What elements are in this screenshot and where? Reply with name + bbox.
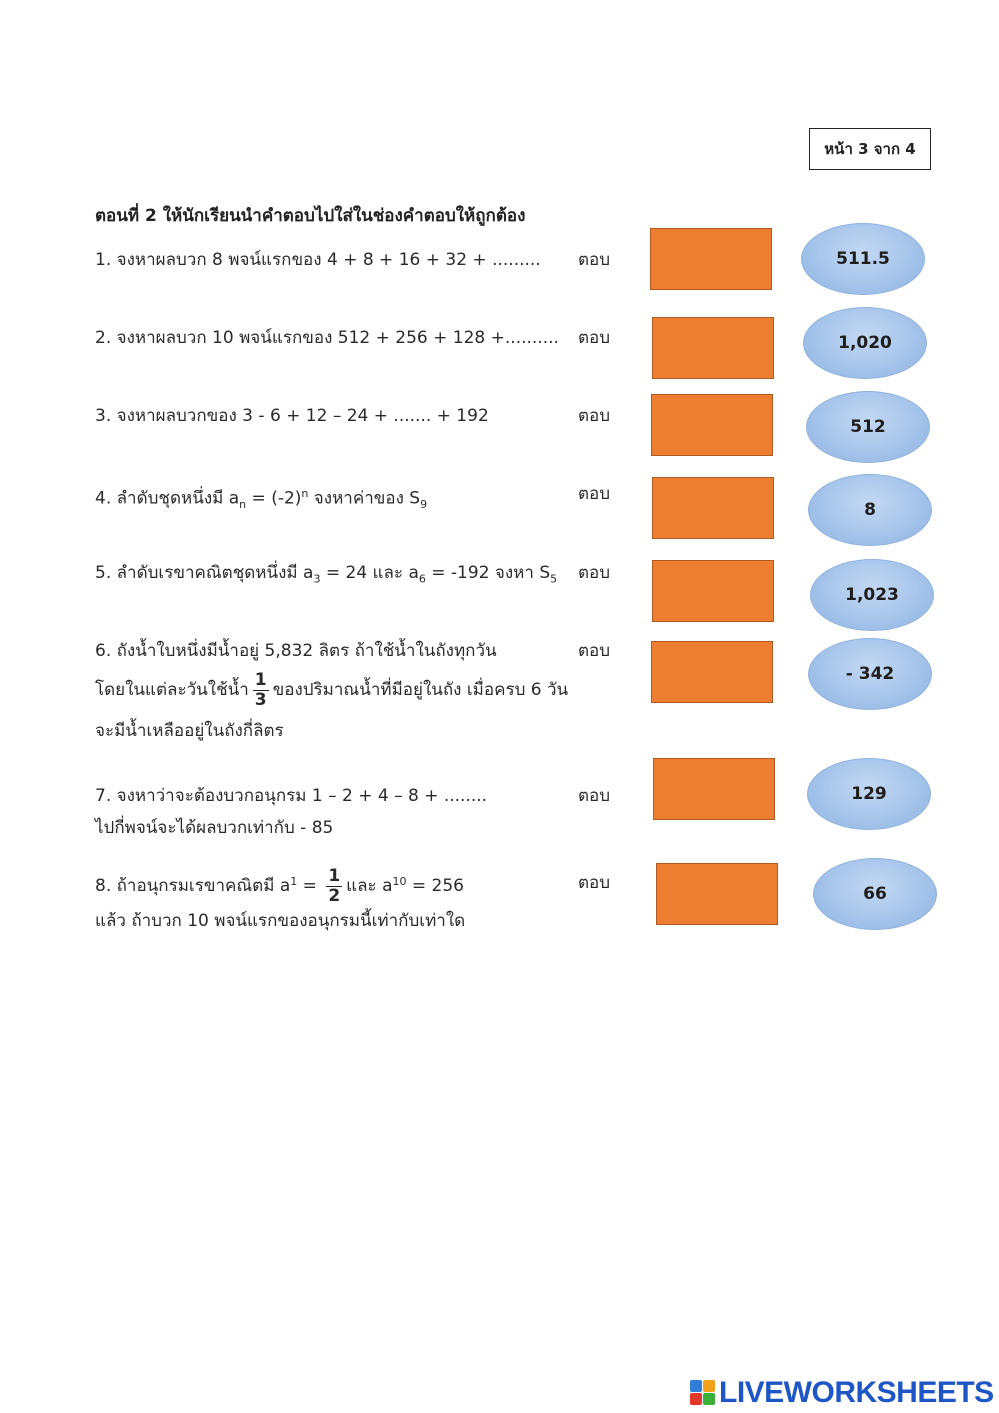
fraction-one-third: $\frac{1}{3}$ [254,669,267,710]
question-7-line-2: ไปกี่พจน์จะได้ผลบวกเท่ากับ - 85 [95,818,334,838]
question-6-line-3: จะมีน้ำเหลืออยู่ในถังกี่ลิตร [95,721,284,741]
choice-bubble-2[interactable]: 1,020 [803,307,927,379]
question-6-line-2: โดยในแต่ละวันใช้น้ำ $\frac{1}{3}$ ของปริมาณน้ำที่มีอยู่ในถัง เมื่อครบ 6 วัน [95,669,569,710]
answer-box-2[interactable] [652,317,774,379]
answer-label-5: ตอบ [578,563,611,583]
answer-box-3[interactable] [651,394,773,456]
answer-box-7[interactable] [653,758,775,820]
question-6-line-1: 6. ถังน้ำใบหนึ่งมีน้ำอยู่ 5,832 ลิตร ถ้าใช้น้ำในถังทุกวัน [95,641,497,661]
question-7-line-1: 7. จงหาว่าจะต้องบวกอนุกรม 1 – 2 + 4 – 8 + ........ [95,786,488,806]
liveworksheets-logo-text: LIVEWORKSHEETS [719,1376,994,1409]
liveworksheets-logo-icon [690,1380,716,1406]
question-3: 3. จงหาผลบวกของ 3 - 6 + 12 – 24 + ....... + 192 [95,406,489,426]
choice-bubble-8[interactable]: 66 [813,858,937,930]
answer-box-5[interactable] [652,560,774,622]
question-1: 1. จงหาผลบวก 8 พจน์แรกของ 4 + 8 + 16 + 32 + ......... [95,250,541,270]
answer-label-6: ตอบ [578,641,611,661]
choice-bubble-4[interactable]: 8 [808,474,932,546]
answer-box-6[interactable] [651,641,773,703]
answer-label-3: ตอบ [578,406,611,426]
choice-bubble-3[interactable]: 512 [806,391,930,463]
answer-label-8: ตอบ [578,873,611,893]
answer-label-4: ตอบ [578,484,611,504]
answer-label-7: ตอบ [578,786,611,806]
answer-box-8[interactable] [656,863,778,925]
question-8-line-1: 8. ถ้าอนุกรมเรขาคณิตมี a $^1$ = $\frac{1}{2}$ และ a $^{10}$ = 256 [95,865,464,906]
fraction-one-half: $\frac{1}{2}$ [328,865,341,906]
answer-box-4[interactable] [652,477,774,539]
answer-label-1: ตอบ [578,250,611,270]
answer-label-2: ตอบ [578,328,611,348]
page-indicator: หน้า 3 จาก 4 [809,128,931,170]
question-8-line-2: แล้ว ถ้าบวก 10 พจน์แรกของอนุกรมนี้เท่ากับเท่าใด [95,911,466,931]
question-4: 4. ลำดับชุดหนึ่งมี $a_n = (-2)^n$ จงหาค่าของ $S_9$ [95,487,428,512]
choice-bubble-7[interactable]: 129 [807,758,931,830]
question-2: 2. จงหาผลบวก 10 พจน์แรกของ 512 + 256 + 128 +.......... [95,328,559,348]
liveworksheets-logo [690,1376,994,1410]
choice-bubble-1[interactable]: 511.5 [801,223,925,295]
section-heading: ตอนที่ 2 ให้นักเรียนนำคำตอบไปใส่ในช่องคำตอบให้ถูกต้อง [95,206,526,226]
question-5: 5. ลำดับเรขาคณิตชุดหนึ่งมี $a_3 = 24$ และ $a_6 = -192$ จงหา $S_5$ [95,563,558,586]
choice-bubble-6[interactable]: - 342 [808,638,932,710]
answer-box-1[interactable] [650,228,772,290]
choice-bubble-5[interactable]: 1,023 [810,559,934,631]
